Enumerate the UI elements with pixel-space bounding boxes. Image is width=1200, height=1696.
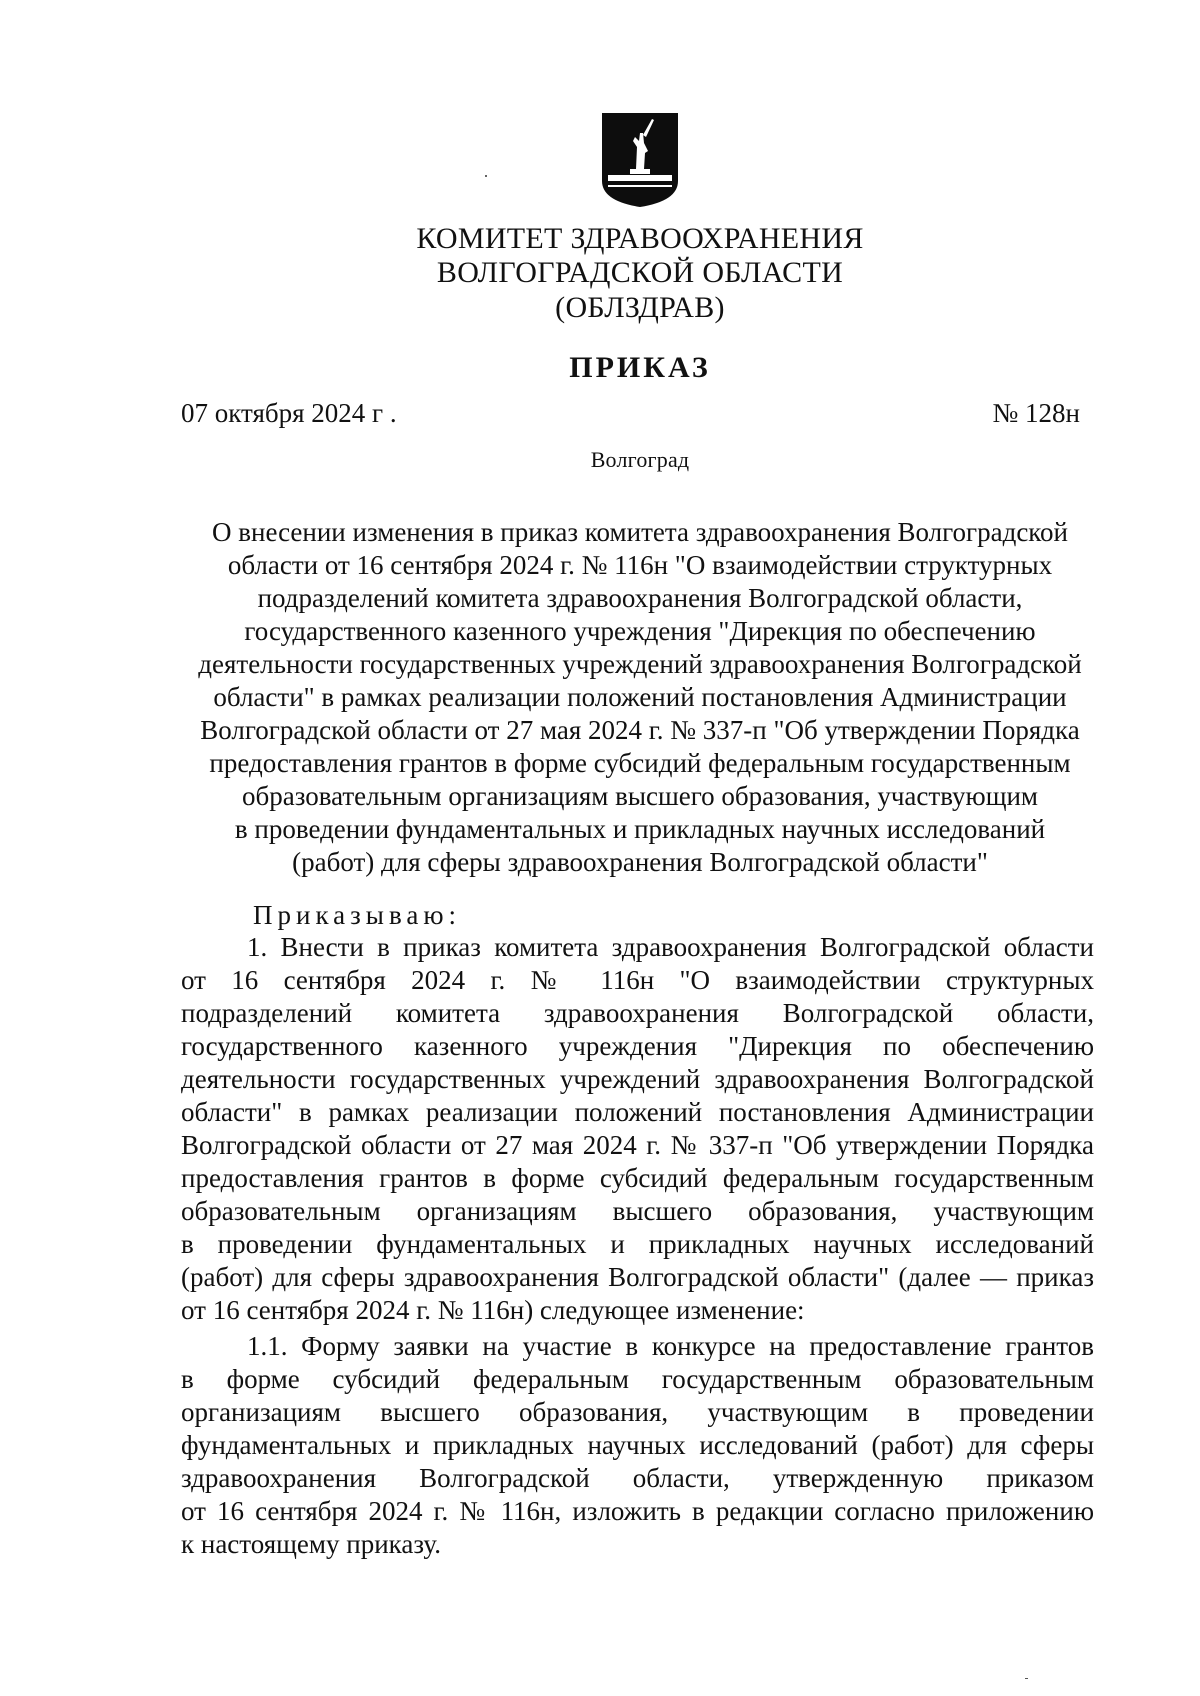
title-line: (работ) для сферы здравоохранения Волгоградской области" bbox=[292, 847, 988, 877]
title-line: в проведении фундаментальных и прикладных научных исследований bbox=[234, 814, 1046, 844]
paragraph-line: фундаментальных и прикладных научных исследований (работ) для сферы bbox=[181, 1430, 1094, 1460]
title-line: области от 16 сентября 2024 г. № 116н "О взаимодействии структурных bbox=[227, 550, 1053, 580]
title-line: образовательным организациям высшего образования, участвующим bbox=[241, 781, 1039, 811]
paragraph-line: к настоящему приказу. bbox=[181, 1529, 441, 1559]
document-date: 07 октября 2024 г . bbox=[181, 398, 397, 428]
volgograd-coat-of-arms-icon bbox=[600, 111, 680, 209]
paragraph-line: деятельности государственных учреждений здравоохранения Волгоградской bbox=[181, 1064, 1094, 1094]
org-name-line-2: ВОЛГОГРАДСКОЙ ОБЛАСТИ bbox=[436, 256, 844, 289]
document-city: Волгоград bbox=[590, 447, 690, 472]
document-number: № 128н bbox=[992, 398, 1080, 428]
title-line: государственного казенного учреждения "Дирекция по обеспечению bbox=[244, 616, 1036, 646]
title-line: О внесении изменения в приказ комитета здравоохранения Волгоградской bbox=[212, 517, 1068, 547]
scan-speck bbox=[1025, 1678, 1028, 1679]
paragraph-line: (работ) для сферы здравоохранения Волгоградской области" (далее — приказ bbox=[181, 1262, 1094, 1292]
title-line: подразделений комитета здравоохранения Волгоградской области, bbox=[257, 583, 1023, 613]
paragraph-line: от 16 сентября 2024 г. № 116н, изложить в редакции согласно приложению bbox=[181, 1496, 1094, 1526]
org-name-line-3: (ОБЛЗДРАВ) bbox=[555, 291, 725, 324]
paragraph-line: государственного казенного учреждения "Дирекция по обеспечению bbox=[181, 1031, 1094, 1061]
scan-speck bbox=[485, 175, 487, 177]
paragraph-line: подразделений комитета здравоохранения Волгоградской области, bbox=[181, 998, 1094, 1028]
title-line: деятельности государственных учреждений здравоохранения Волгоградской bbox=[198, 649, 1082, 679]
title-line: области" в рамках реализации положений постановления Администрации bbox=[213, 682, 1067, 712]
title-line: предоставления грантов в форме субсидий федеральным государственным bbox=[209, 748, 1071, 778]
org-name-line-1: КОМИТЕТ ЗДРАВООХРАНЕНИЯ bbox=[416, 222, 864, 255]
paragraph-line: в проведении фундаментальных и прикладных научных исследований bbox=[181, 1229, 1094, 1259]
paragraph-line: 1. Внести в приказ комитета здравоохранения Волгоградской области bbox=[247, 932, 1094, 962]
document-type-heading: ПРИКАЗ bbox=[569, 351, 711, 384]
paragraph-line: предоставления грантов в форме субсидий федеральным государственным bbox=[181, 1163, 1094, 1193]
paragraph-line: Волгоградской области от 27 мая 2024 г. № 337-п "Об утверждении Порядка bbox=[181, 1130, 1094, 1160]
paragraph-line: от 16 сентября 2024 г. № 116н) следующее изменение: bbox=[181, 1295, 805, 1325]
paragraph-line: образовательным организациям высшего образования, участвующим bbox=[181, 1196, 1094, 1226]
order-directive-word: Приказываю: bbox=[253, 900, 461, 930]
paragraph-line: области" в рамках реализации положений постановления Администрации bbox=[181, 1097, 1094, 1127]
paragraph-line: от 16 сентября 2024 г. № 116н "О взаимодействии структурных bbox=[181, 965, 1094, 995]
paragraph-line: здравоохранения Волгоградской области, утвержденную приказом bbox=[181, 1463, 1094, 1493]
paragraph-line: 1.1. Форму заявки на участие в конкурсе на предоставление грантов bbox=[247, 1331, 1094, 1361]
paragraph-line: организациям высшего образования, участвующим в проведении bbox=[181, 1397, 1094, 1427]
title-line: Волгоградской области от 27 мая 2024 г. № 337-п "Об утверждении Порядка bbox=[200, 715, 1080, 745]
paragraph-line: в форме субсидий федеральным государственным образовательным bbox=[181, 1364, 1094, 1394]
